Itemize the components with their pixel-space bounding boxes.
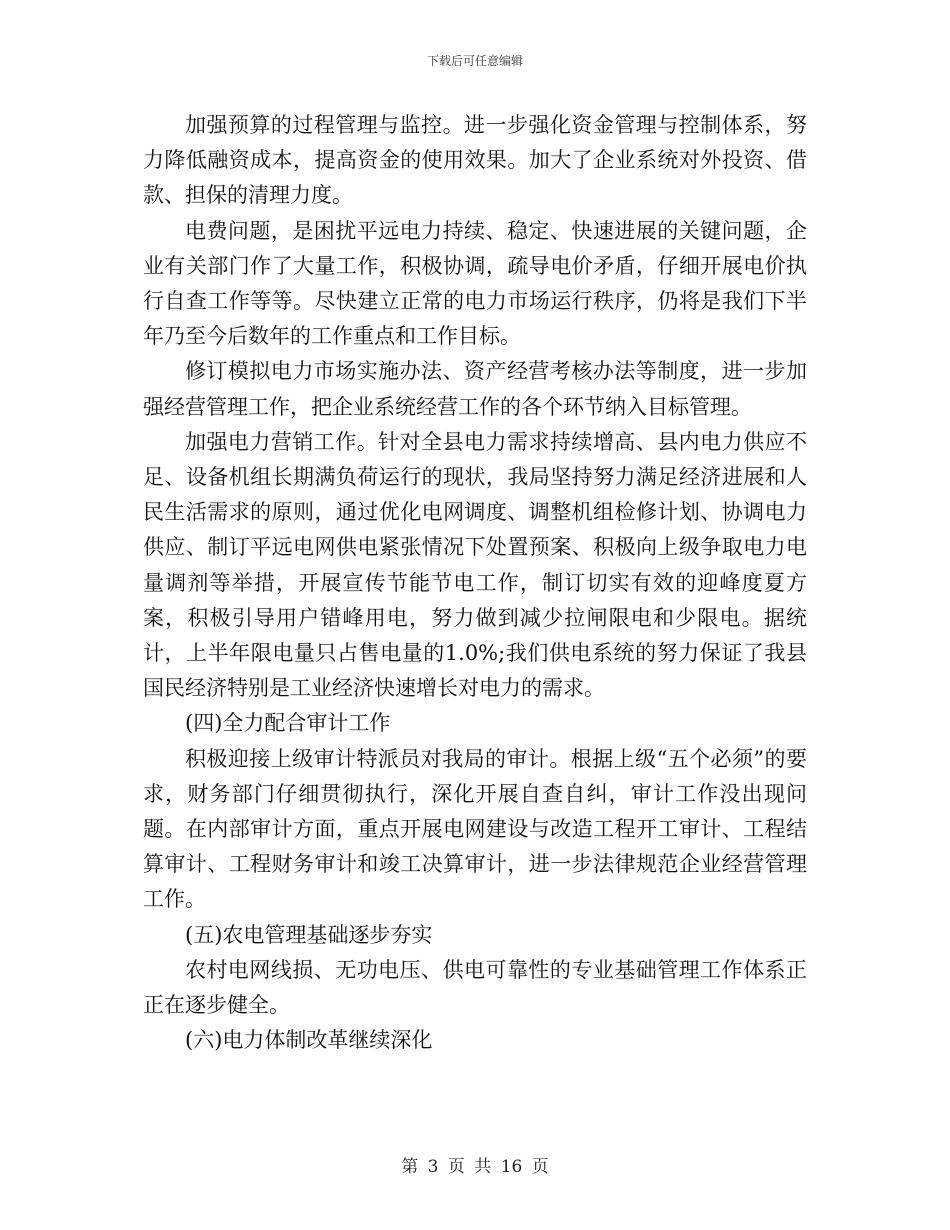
- paragraph-electricity-fee: 电费问题，是困扰平远电力持续、稳定、快速进展的关键问题，企业有关部门作了大量工作，积极协调，疏导电价矛盾，仔细开展电价执行自查工作等等。尽快建立正常的电力市场运行秩序，仍将是我们下半年乃至今后数年的工作重点和工作目标。: [143, 218, 807, 349]
- page-footer: 第 3 页 共 16 页: [401, 1157, 549, 1177]
- page-header: 下载后可任意编辑: [426, 54, 523, 68]
- paragraph-budget: 加强预算的过程管理与监控。进一步强化资金管理与控制体系，努力降低融资成本，提高资金的使用效果。加大了企业系统对外投资、借款、担保的清理力度。: [143, 113, 807, 208]
- section-heading-reform: (六)电力体制改革继续深化: [185, 1028, 433, 1053]
- section-heading-rural: (五)农电管理基础逐步夯实: [185, 922, 433, 947]
- section-heading-audit: (四)全力配合审计工作: [185, 711, 391, 736]
- document-body: [143, 108, 807, 1058]
- paragraph-audit: 积极迎接上级审计特派员对我局的审计。根据上级“五个必须”的要求，财务部门仔细贯彻执行，深化开展自查自纠，审计工作没出现问题。在内部审计方面，重点开展电网建设与改造工程开工审计、工程结算审计、工程财务审计和竣工决算审计，进一步法律规范企业经营管理工作。: [143, 746, 807, 912]
- paragraph-rural: 农村电网线损、无功电压、供电可靠性的专业基础管理工作体系正正在逐步健全。: [143, 957, 807, 1018]
- paragraph-marketing: 加强电力营销工作。针对全县电力需求持续增高、县内电力供应不足、设备机组长期满负荷运行的现状，我局坚持努力满足经济进展和人民生活需求的原则，通过优化电网调度、调整机组检修计划、协调电力供应、制订平远电网供电紧张情况下处置预案、积极向上级争取电力电量调剂等举措，开展宣传节能节电工作，制订切实有效的迎峰度夏方案，积极引导用户错峰用电，努力做到减少拉闸限电和少限电。据统计，上半年限电量只占售电量的1.0%;我们供电系统的努力保证了我县国民经济特别是工业经济快速增长对电力的需求。: [143, 429, 807, 701]
- paragraph-market-rules: 修订模拟电力市场实施办法、资产经营考核办法等制度，进一步加强经营管理工作，把企业系统经营工作的各个环节纳入目标管理。: [143, 359, 807, 419]
